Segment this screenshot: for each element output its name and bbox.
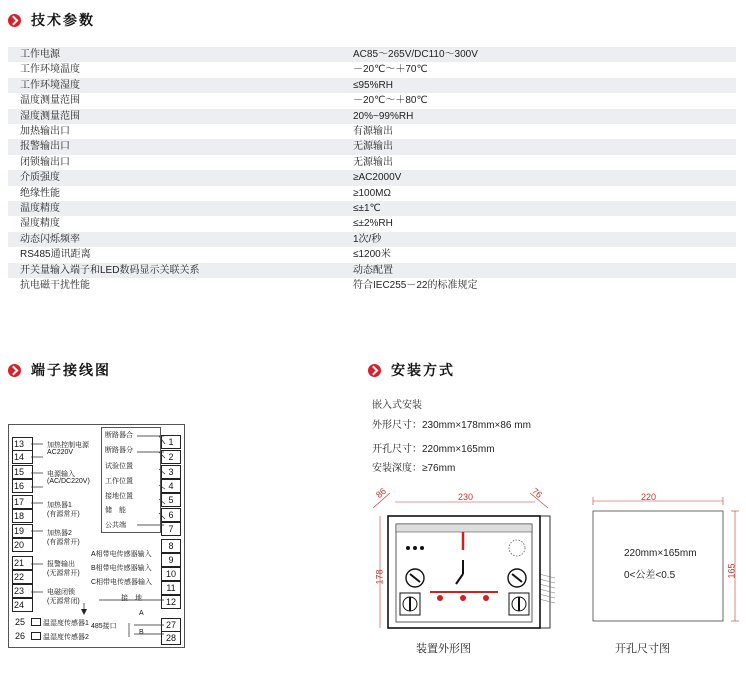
spec-value: 20%~99%RH <box>341 109 736 124</box>
dim-165-label: 165 <box>726 563 737 579</box>
sensor2-icon <box>31 632 41 640</box>
dim-178-label: 178 <box>374 569 385 585</box>
right-terminal: 3 <box>161 465 181 479</box>
dim-230-label: 230 <box>458 492 474 502</box>
spec-row <box>8 201 736 216</box>
device-caption: 装置外形图 <box>416 643 471 655</box>
sensor1-label: 温湿度传感器1 <box>43 620 89 627</box>
right-terminal: 9 <box>161 553 181 567</box>
cutout-size: 开孔尺寸：220mm×165mm <box>372 444 495 455</box>
right-label: B <box>139 629 144 636</box>
left-terminal: 18 <box>12 509 33 523</box>
left-terminal: 14 <box>12 450 33 464</box>
spec-row <box>8 139 736 154</box>
spec-value: －20℃～＋70℃ <box>353 64 428 76</box>
cutout-drawing <box>585 495 745 625</box>
spec-name: 闭锁输出口 <box>20 156 70 168</box>
spec-name: 工作环境湿度 <box>8 78 341 93</box>
left-label: (AC/DC220V) <box>47 478 90 485</box>
spec-value: ≤1200米 <box>353 249 391 261</box>
left-terminal: 17 <box>12 495 33 509</box>
tech-section-title <box>8 10 95 30</box>
left-label: (无源常闭) <box>47 598 80 605</box>
spec-row <box>8 247 736 262</box>
outline-size: 外形尺寸：230mm×178mm×86 mm <box>372 420 531 431</box>
left-terminal: 20 <box>12 538 33 552</box>
spec-value: 无源输出 <box>341 139 736 154</box>
left-label: (无源常开) <box>47 570 80 577</box>
left-terminal: 15 <box>12 465 33 479</box>
install-mode: 嵌入式安装 <box>372 400 422 411</box>
spec-row <box>8 186 736 201</box>
left-terminal: 23 <box>12 584 33 598</box>
right-terminal: 12 <box>161 595 181 609</box>
right-label: A <box>139 610 144 617</box>
dim-86-label: 86 <box>373 485 389 501</box>
right-terminal: 6 <box>161 508 181 522</box>
spec-value: ≤±1℃ <box>341 201 736 216</box>
dim-220-label: 220 <box>641 492 657 502</box>
left-terminal: 22 <box>12 570 33 584</box>
spec-row <box>8 278 736 293</box>
right-terminal: 28 <box>161 631 181 645</box>
spec-value: 符合IEC255－22的标准规定 <box>353 280 478 292</box>
left-label: 电源输入 <box>47 471 75 478</box>
spec-row <box>8 232 736 247</box>
wiring-section-title <box>8 360 111 380</box>
right-terminal: 7 <box>161 522 181 536</box>
spec-value: ≤95%RH <box>341 78 736 93</box>
left-label: 报警输出 <box>47 561 75 568</box>
left-label: 加热控制电源 <box>47 442 89 449</box>
arrow-bullet-icon <box>368 364 381 377</box>
spec-name: 工作电源 <box>8 47 341 62</box>
right-label: 接地位置 <box>105 493 133 500</box>
spec-name: 绝缘性能 <box>20 187 60 199</box>
right-terminal: 27 <box>161 618 181 632</box>
right-terminal: 1 <box>161 435 181 449</box>
right-terminal: 10 <box>161 567 181 581</box>
right-label: B相带电传感器输入 <box>91 565 152 572</box>
spec-value: 无源输出 <box>353 156 393 168</box>
spec-value: 动态配置 <box>341 263 736 278</box>
right-terminal: 11 <box>161 581 181 595</box>
spec-name: 开关量输入端子和LED数码显示关联关系 <box>8 263 341 278</box>
right-label: 公共端 <box>105 522 126 529</box>
right-label: C相带电传感器输入 <box>91 579 153 586</box>
spec-row <box>8 263 736 278</box>
sensor1-icon <box>31 618 41 626</box>
spec-name: 加热输出口 <box>20 126 70 138</box>
spec-name: 抗电磁干扰性能 <box>20 280 90 292</box>
spec-row <box>8 93 736 108</box>
left-terminal: 24 <box>12 598 33 612</box>
cutout-inner-label: 220mm×165mm <box>624 548 697 559</box>
right-label: 485接口 <box>91 623 117 630</box>
left-label: 电磁闭锁 <box>47 589 75 596</box>
spec-row <box>8 109 736 124</box>
right-terminal: 8 <box>161 539 181 553</box>
right-terminal: 5 <box>161 493 181 507</box>
cutout-tolerance: 0<公差<0.5 <box>624 570 676 581</box>
sensor2-label: 温湿度传感器2 <box>43 634 89 641</box>
spec-row <box>8 62 736 77</box>
left-terminal: 19 <box>12 524 33 538</box>
spec-name: 湿度测量范围 <box>8 109 341 124</box>
right-label: 断路器合 <box>105 432 133 439</box>
sensor2-num: 26 <box>15 631 26 641</box>
right-label: 断路器分 <box>105 447 133 454</box>
spec-value: 有源输出 <box>353 126 393 138</box>
cutout-caption: 开孔尺寸图 <box>615 643 670 655</box>
left-label: 加热器1 <box>47 502 72 509</box>
spec-name: 温度测量范围 <box>20 95 80 107</box>
spec-name: 报警输出口 <box>8 139 341 154</box>
left-terminal: 13 <box>12 437 33 451</box>
sensor1-num: 25 <box>15 617 26 627</box>
right-label: 接 地 <box>121 595 142 602</box>
left-label: 加热器2 <box>47 530 72 537</box>
spec-name: 湿度精度 <box>20 218 60 230</box>
relay-block <box>101 427 161 533</box>
arrow-bullet-icon <box>8 364 21 377</box>
spec-name: 介质强度 <box>8 170 341 185</box>
spec-value: AC85～265V/DC110～300V <box>341 47 736 62</box>
left-terminal: 16 <box>12 479 33 493</box>
spec-row <box>8 170 736 185</box>
right-label: 试验位置 <box>105 463 133 470</box>
install-section-title <box>368 360 455 380</box>
tech-title-text: 技术参数 <box>31 12 95 28</box>
spec-table <box>8 47 736 294</box>
spec-row <box>8 216 736 231</box>
left-terminal: 21 <box>12 556 33 570</box>
wiring-diagram <box>8 424 185 648</box>
spec-name: 工作环境温度 <box>20 64 80 76</box>
spec-row <box>8 78 736 93</box>
spec-value: 1次/秒 <box>341 232 736 247</box>
spec-row <box>8 47 736 62</box>
dim-76-label: 76 <box>529 485 545 501</box>
spec-value: －20℃～＋80℃ <box>353 95 428 107</box>
spec-value: ≤±2%RH <box>353 218 393 230</box>
spec-name: 动态闪烁频率 <box>8 232 341 247</box>
device-outline-drawing <box>370 485 560 648</box>
right-label: 储 能 <box>105 507 126 514</box>
right-terminal: 4 <box>161 479 181 493</box>
spec-value: ≥AC2000V <box>341 170 736 185</box>
right-label: 工作位置 <box>105 478 133 485</box>
left-label: AC220V <box>47 449 74 456</box>
right-label: A相带电传感器输入 <box>91 551 152 558</box>
spec-name: 温度精度 <box>8 201 341 216</box>
wiring-title-text: 端子接线图 <box>31 362 111 378</box>
spec-row <box>8 155 736 170</box>
left-label: (有源常开) <box>47 511 80 518</box>
spec-name: RS485通讯距离 <box>20 249 91 261</box>
left-label: (有源常开) <box>47 539 80 546</box>
arrow-bullet-icon <box>8 14 21 27</box>
spec-value: ≥100MΩ <box>353 187 391 199</box>
install-depth: 安装深度：≥76mm <box>372 463 456 474</box>
spec-row <box>8 124 736 139</box>
install-title-text: 安装方式 <box>391 362 455 378</box>
right-terminal: 2 <box>161 450 181 464</box>
